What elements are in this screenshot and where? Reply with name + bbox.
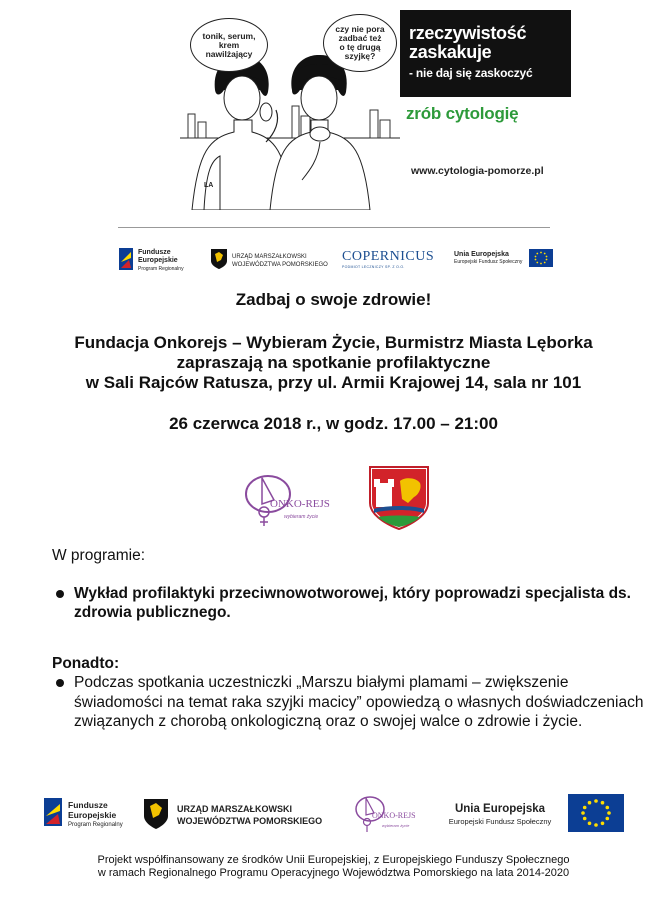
divider	[118, 227, 550, 228]
urzad-marszalkowski-logo	[210, 248, 330, 274]
um-line2: WOJEWÓDZTWA POMORSKIEGO	[177, 816, 323, 826]
event-date: 26 czerwca 2018 r., w godz. 17.00 – 21:00	[169, 414, 498, 433]
ue-line1: Unia Europejska	[454, 803, 546, 815]
program-label: W programie:	[52, 547, 146, 564]
copernicus-sub: PODMIOT LECZNICZY SP. Z O.O.	[342, 265, 405, 269]
urzad-marszalkowski-logo-bottom	[143, 798, 333, 832]
tagline-main: rzeczywistość zaskakuje	[409, 23, 527, 62]
um-line1: URZĄD MARSZAŁKOWSKI	[232, 254, 307, 260]
onkorejs-logo-bottom	[352, 793, 422, 835]
invitation-text: Fundacja Onkorejs – Wybieram Życie, Burmistrz Miasta Lęborka zapraszają na spotkanie profilaktyczne w Sali Rajców Ratusza, przy ul. Armii Krajowej 14, sala nr 101	[74, 333, 593, 392]
onkorejs-name: ONKO-REJS	[372, 811, 416, 820]
fe-star-icon	[42, 796, 64, 828]
tagline-action: zrób cytologię	[406, 104, 519, 123]
ue-line1: Unia Europejska	[454, 251, 509, 258]
eu-flag-icon	[568, 794, 624, 832]
program-point-2: Podczas spotkania uczestniczki „Marszu białymi plamami – zwiększenie świadomości na temat raka szyjki macicy” opowiedzą o własnych doświadczeniach związanych z chorobą onkologiczną oraz o swojej walce o zdrowie i życie.	[74, 674, 644, 730]
fe-line2: Europejskie	[68, 810, 117, 820]
tagline-sub: - nie daj się zaskoczyć	[409, 66, 533, 80]
lebork-crest-icon	[368, 465, 430, 531]
fe-line1: Fundusze	[68, 800, 108, 810]
campaign-banner	[180, 10, 570, 215]
campaign-url[interactable]: www.cytologia-pomorze.pl	[411, 165, 544, 177]
bullet-icon	[56, 679, 64, 687]
program-point-1: Wykład profilaktyki przeciwnowotworowej, który poprowadzi specjalista ds. zdrowia publicznego.	[74, 585, 631, 621]
griffin-crest-icon	[143, 798, 169, 830]
fe-line2: Europejskie	[138, 257, 178, 264]
illustrator-signature: LA	[204, 182, 214, 189]
eu-flag-icon	[529, 249, 553, 267]
ue-line2: Europejski Fundusz Społeczny	[448, 817, 552, 826]
copernicus-name: COPERNICUS	[342, 249, 435, 264]
speech-bubble-left: tonik, serum, krem nawilżający	[190, 18, 268, 72]
speech-bubble-right: czy nie pora zadbać też o tę drugą szyjkę?	[323, 14, 397, 72]
page-heading: Zadbaj o swoje zdrowie!	[235, 290, 432, 309]
griffin-crest-icon	[210, 248, 228, 270]
um-line2: WOJEWÓDZTWA POMORSKIEGO	[232, 262, 328, 268]
onkorejs-sub: wybieram życie	[284, 514, 319, 520]
unia-europejska-logo-top	[454, 249, 554, 273]
tagline-box	[400, 10, 571, 97]
fe-line3: Program Regionalny	[138, 266, 184, 272]
um-line1: URZĄD MARSZAŁKOWSKI	[177, 804, 292, 814]
footer-note: Projekt współfinansowany ze środków Unii Europejskiej, z Europejskiego Funduszy Społecznego w ramach Regionalnego Programu Operacyjnego Województwa Pomorskiego na lata 2014-2020	[97, 854, 570, 879]
ue-line2: Europejski Fundusz Społeczny	[454, 258, 523, 265]
fe-star-icon	[117, 246, 135, 272]
bullet-icon	[56, 590, 64, 598]
unia-europejska-logo-bottom	[440, 794, 626, 834]
copernicus-logo	[342, 249, 442, 275]
fundusze-europejskie-logo	[117, 246, 197, 274]
onkorejs-sub: wybieram życie	[382, 823, 410, 828]
fe-line1: Fundusze	[138, 249, 171, 256]
fundusze-europejskie-logo-bottom	[42, 796, 142, 832]
fe-line3: Program Regionalny	[68, 822, 123, 828]
onkorejs-logo	[240, 470, 340, 530]
also-label: Ponadto:	[52, 655, 120, 672]
onkorejs-name: ONKO-REJS	[270, 498, 330, 510]
